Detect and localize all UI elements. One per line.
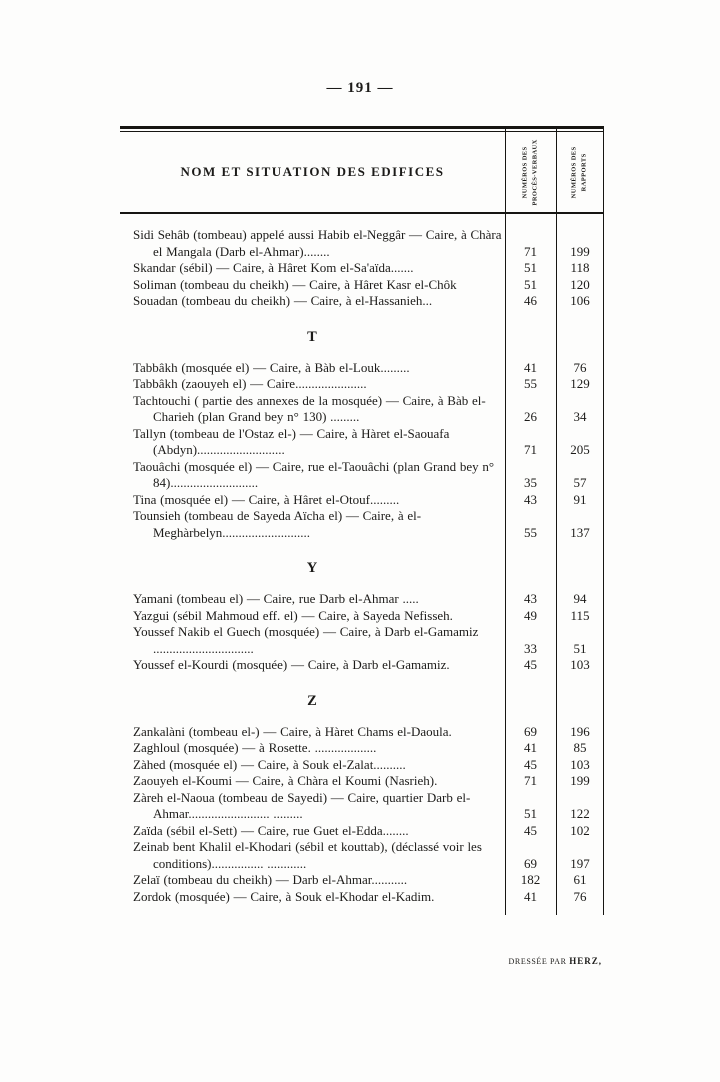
edifice-name: Zeinab bent Khalil el-Khodari (sébil et kouttab), (déclassé voir les conditions)................ ............	[133, 839, 482, 871]
table-title: NOM ET SITUATION DES EDIFICES	[180, 164, 445, 179]
table-row	[120, 376, 604, 393]
proces-verbal-number: 45	[524, 756, 537, 772]
edifice-name: Zàhed (mosquée el) — Caire, à Souk el-Zalat..........	[133, 756, 406, 772]
rapport-number: 57	[573, 475, 587, 490]
proces-verbal-number: 43	[524, 491, 537, 507]
table-row	[120, 657, 604, 674]
table-row	[120, 426, 604, 459]
rapport-number: 103	[570, 657, 590, 672]
rapport-number: 118	[570, 260, 590, 275]
edifices-table	[120, 126, 604, 915]
table-row	[120, 591, 604, 608]
proces-verbal-number: 26	[524, 409, 537, 424]
section-letter: T	[307, 328, 318, 345]
edifice-name: Yamani (tombeau el) — Caire, rue Darb el-Ahmar .....	[133, 591, 419, 606]
edifice-name: Tabbâkh (mosquée el) — Caire, à Bàb el-Louk.........	[133, 359, 410, 375]
edifice-name: Tachtouchi ( partie des annexes de la mosquée) — Caire, à Bàb el-Charieh (plan Grand bey n° 130) .........	[133, 392, 486, 424]
edifice-name: Zelaï (tombeau du cheikh) — Darb el-Ahmar...........	[133, 872, 408, 887]
table-row	[120, 773, 604, 790]
rapport-number: 115	[570, 607, 590, 623]
table-row	[120, 277, 604, 294]
rapport-number: 51	[573, 640, 587, 656]
table-row	[120, 839, 604, 872]
rapport-number: 122	[570, 806, 590, 821]
proces-verbal-number: 33	[524, 640, 537, 656]
rapport-number: 61	[573, 872, 587, 887]
edifice-name: Tounsieh (tombeau de Sayeda Aïcha el) — Caire, à el-Meghàrbelyn...........................	[133, 508, 422, 540]
table-row	[120, 393, 604, 426]
vertical-rule-2	[556, 126, 557, 915]
proces-verbal-number: 51	[524, 276, 537, 292]
rapport-number: 94	[573, 591, 587, 606]
edifice-name: Skandar (sébil) — Caire, à Hâret Kom el-Sa'aïda.......	[133, 260, 414, 275]
edifice-name: Tabbâkh (zaouyeh el) — Caire......................	[133, 376, 367, 391]
table-row	[120, 508, 604, 541]
vertical-rule-3	[603, 126, 604, 915]
table-row	[120, 293, 604, 310]
edifice-name: Sidi Sehâb (tombeau) appelé aussi Habib el-Neggâr — Caire, à Chàra el Mangala (Darb el-Ahmar)........	[133, 227, 502, 259]
proces-verbal-number: 71	[524, 773, 537, 788]
proces-verbal-number: 69	[524, 855, 537, 871]
edifice-name: Zaïda (sébil el-Sett) — Caire, rue Guet el-Edda........	[133, 822, 409, 838]
rapport-number: 199	[570, 773, 590, 788]
page-number: — 191 —	[326, 80, 394, 96]
table-row	[120, 740, 604, 757]
edifice-name: Zordok (mosquée) — Caire, à Souk el-Khodar el-Kadim.	[133, 888, 435, 904]
rapport-number: 196	[570, 723, 590, 739]
table-row	[120, 360, 604, 377]
rapport-number: 199	[570, 243, 590, 259]
section-letter: Z	[307, 692, 318, 709]
edifice-name: Youssef el-Kourdi (mosquée) — Caire, à Darb el-Gamamiz.	[133, 657, 450, 672]
edifice-name: Taouâchi (mosquée el) — Caire, rue el-Taouâchi (plan Grand bey n° 84)...........................	[133, 458, 495, 490]
table-body	[120, 214, 604, 915]
edifice-name: Zankalàni (tombeau el-) — Caire, à Hàret Chams el-Daoula.	[133, 723, 452, 739]
rapport-number: 103	[570, 756, 590, 772]
proces-verbal-number: 45	[524, 657, 537, 672]
rapport-number: 120	[570, 276, 590, 292]
table-row	[120, 872, 604, 889]
proces-verbal-number: 46	[524, 293, 537, 308]
edifice-name: Yazgui (sébil Mahmoud eff. el) — Caire, à Sayeda Nefisseh.	[133, 607, 453, 623]
edifice-name: Zaghloul (mosquée) — à Rosette. ...................	[133, 740, 377, 755]
rapport-number: 102	[570, 822, 590, 838]
edifice-name: Zaouyeh el-Koumi — Caire, à Chàra el Koumi (Nasrieh).	[133, 773, 438, 788]
proces-verbal-number: 55	[524, 376, 537, 391]
footer-credit-label: DRESSÉE PAR	[508, 957, 567, 966]
edifice-name: Tina (mosquée el) — Caire, à Hâret el-Otouf.........	[133, 491, 400, 507]
table-row	[120, 889, 604, 906]
rapport-number: 197	[570, 855, 590, 871]
column-header-proces-verbaux: NUMÉROS DES PROCÈS-VERBAUX	[521, 138, 539, 206]
proces-verbal-number: 71	[524, 442, 537, 457]
proces-verbal-number: 55	[524, 524, 537, 540]
table-row	[120, 260, 604, 277]
proces-verbal-number: 182	[520, 872, 541, 887]
vertical-rule-1	[505, 126, 506, 915]
rapport-number: 76	[573, 359, 587, 375]
proces-verbal-number: 35	[524, 475, 537, 490]
table-row	[120, 492, 604, 509]
table-row	[120, 624, 604, 657]
rapport-number: 205	[570, 442, 590, 457]
edifice-name: Zàreh el-Naoua (tombeau de Sayedi) — Caire, quartier Darb el-Ahmar......................... .........	[133, 789, 471, 821]
proces-verbal-number: 41	[524, 740, 537, 755]
rapport-number: 76	[573, 888, 587, 904]
table-row	[120, 608, 604, 625]
edifice-name: Tallyn (tombeau de l'Ostaz el-) — Caire, à Hàret el-Saouafa (Abdyn)...........................	[133, 425, 450, 457]
edifice-name: Youssef Nakib el Guech (mosquée) — Caire, à Darb el-Gamamiz ...............................	[133, 624, 479, 656]
rapport-number: 85	[573, 740, 587, 755]
edifice-name: Soliman (tombeau du cheikh) — Caire, à Hâret Kasr el-Chôk	[133, 276, 457, 292]
table-header	[120, 132, 604, 214]
rapport-number: 34	[573, 409, 587, 424]
column-header-rapports: NUMÉROS DES RAPPORTS	[570, 146, 588, 198]
proces-verbal-number: 51	[524, 806, 537, 821]
rapport-number: 106	[570, 293, 590, 308]
proces-verbal-number: 71	[524, 243, 537, 259]
rapport-number: 137	[570, 524, 590, 540]
rapport-number: 91	[573, 491, 587, 507]
proces-verbal-number: 43	[524, 591, 537, 606]
table-row	[120, 757, 604, 774]
column-proces-verbaux	[505, 132, 556, 212]
proces-verbal-number: 69	[524, 723, 537, 739]
footer-credit	[509, 956, 602, 966]
table-row	[120, 823, 604, 840]
table-row	[120, 459, 604, 492]
proces-verbal-number: 49	[524, 607, 537, 623]
rapport-number: 129	[570, 376, 590, 391]
footer-credit-name: HERZ,	[569, 956, 602, 966]
table-row	[120, 724, 604, 741]
proces-verbal-number: 51	[524, 260, 537, 275]
column-rapports	[556, 132, 604, 212]
edifice-name: Souadan (tombeau du cheikh) — Caire, à el-Hassanieh...	[133, 293, 433, 308]
table-row	[120, 227, 604, 260]
table-row	[120, 790, 604, 823]
proces-verbal-number: 41	[524, 359, 537, 375]
proces-verbal-number: 45	[524, 822, 537, 838]
proces-verbal-number: 41	[524, 888, 537, 904]
section-letter: Y	[306, 560, 319, 576]
